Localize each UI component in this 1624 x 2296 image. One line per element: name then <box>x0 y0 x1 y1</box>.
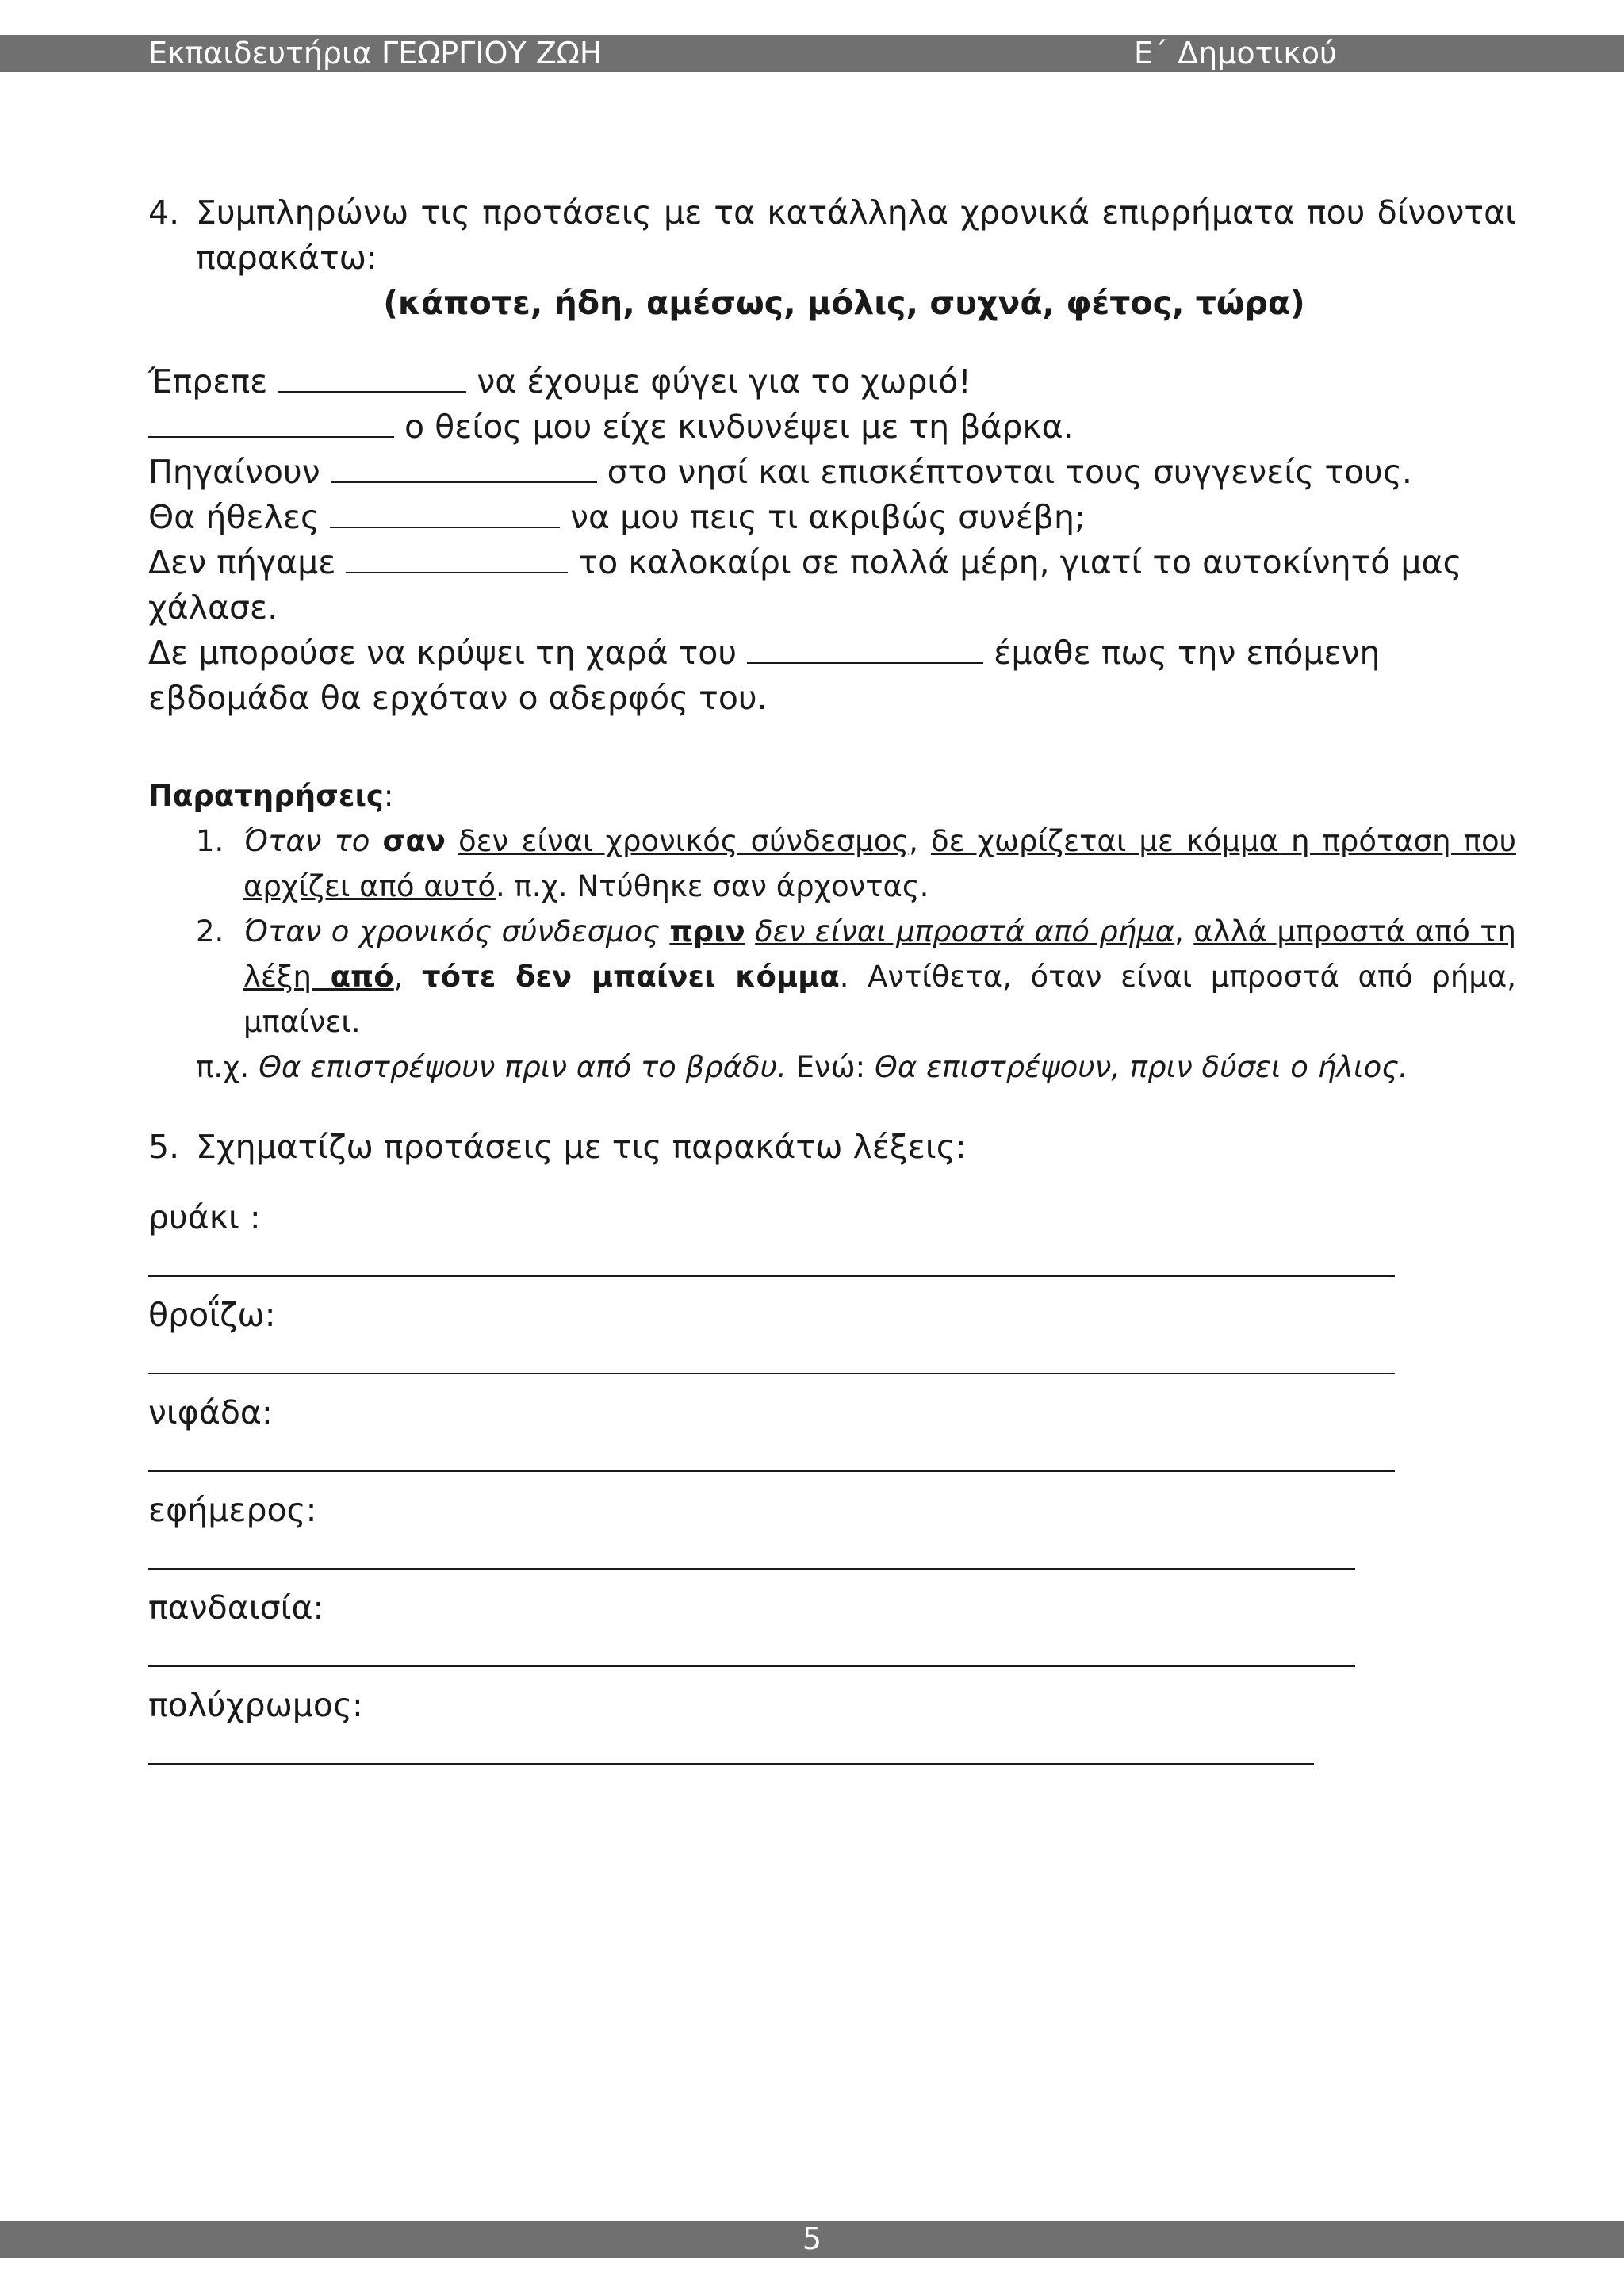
sentence-3: Πηγαίνουν στο νησί και επισκέπτονται τους συγγενείς τους. <box>148 450 1516 495</box>
answer-line[interactable] <box>148 1665 1355 1667</box>
word-label: θροΐζω: <box>148 1296 276 1334</box>
page-footer <box>0 2221 1624 2258</box>
notes-section <box>148 773 1516 1090</box>
word-entry <box>148 1683 1516 1765</box>
school-name: Εκπαιδευτήρια ΓΕΩΡΓΙΟΥ ΖΩΗ <box>148 36 603 71</box>
word-entry <box>148 1488 1516 1570</box>
fill-blank[interactable] <box>278 359 466 393</box>
word-entry <box>148 1293 1516 1374</box>
answer-line[interactable] <box>148 1470 1395 1472</box>
task-5-number: 5. <box>148 1128 180 1166</box>
word-label: νιφάδα: <box>148 1393 273 1432</box>
word-label: πολύχρωμος: <box>148 1686 363 1724</box>
word-entry <box>148 1390 1516 1472</box>
fill-blank[interactable] <box>331 450 597 483</box>
fill-blank[interactable] <box>330 495 560 528</box>
fill-blank[interactable] <box>747 631 983 664</box>
task-5 <box>148 1125 1516 1765</box>
sentence-1: Έπρεπε να έχουμε φύγει για το χωριό! <box>148 359 1516 404</box>
task-4-number: 4. <box>148 194 180 232</box>
task-4-sentences <box>148 359 1516 721</box>
task-4-heading <box>148 190 1516 281</box>
sentence-6: Δε μπορούσε να κρύψει τη χαρά του έμαθε πως την επόμενη εβδομάδα θα ερχόταν ο αδερφός του. <box>148 631 1516 721</box>
task-5-instruction: Σχηματίζω προτάσεις με τις παρακάτω λέξεις: <box>196 1128 967 1166</box>
answer-line[interactable] <box>148 1568 1355 1570</box>
sentence-5: Δεν πήγαμε το καλοκαίρι σε πολλά μέρη, γιατί το αυτοκίνητό μας χάλασε. <box>148 540 1516 631</box>
word-label: ρυάκι : <box>148 1198 261 1236</box>
task-4-instruction: Συμπληρώνω τις προτάσεις με τα κατάλληλα χρονικά επιρρήματα που δίνονται παρακάτω: <box>196 194 1516 277</box>
word-entry <box>148 1585 1516 1667</box>
fill-blank[interactable] <box>148 404 394 438</box>
word-entry <box>148 1195 1516 1277</box>
word-label: εφήμερος: <box>148 1491 317 1529</box>
worksheet-content <box>148 190 1516 1780</box>
sentence-4: Θα ήθελες να μου πεις τι ακριβώς συνέβη; <box>148 495 1516 540</box>
task-4-word-list: (κάποτε, ήδη, αμέσως, μόλις, συχνά, φέτος, τώρα) <box>383 284 1305 322</box>
page-number: 5 <box>802 2221 822 2256</box>
note-example: π.χ. Θα επιστρέψουν πριν από το βράδυ. Ενώ: Θα επιστρέψουν, πριν δύσει ο ήλιος. <box>196 1050 1408 1084</box>
answer-line[interactable] <box>148 1275 1395 1277</box>
word-label: πανδαισία: <box>148 1589 324 1627</box>
page-header <box>0 35 1624 72</box>
sentence-2: ο θείος μου είχε κινδυνέψει με τη βάρκα. <box>148 404 1516 450</box>
grade-label: Ε΄ Δημοτικού <box>1134 36 1337 71</box>
task-5-heading <box>148 1125 1516 1170</box>
fill-blank[interactable] <box>346 540 568 573</box>
answer-line[interactable] <box>148 1373 1395 1374</box>
note-1: 1. Όταν το σαν δεν είναι χρονικός σύνδεσμος, δε χωρίζεται με κόμμα η πρόταση που αρχίζει από αυτό. π.χ. Ντύθηκε σαν άρχοντας. <box>196 824 1516 903</box>
note-2: 2. Όταν ο χρονικός σύνδεσμος πριν δεν είναι μπροστά από ρήμα, αλλά μπροστά από τη λέξη από, τότε δεν μπαίνει κόμμα. Αντίθετα, όταν είναι μπροστά από ρήμα, μπαίνει. <box>196 914 1516 1039</box>
answer-line[interactable] <box>148 1763 1314 1765</box>
notes-title: Παρατηρήσεις: <box>148 779 394 813</box>
